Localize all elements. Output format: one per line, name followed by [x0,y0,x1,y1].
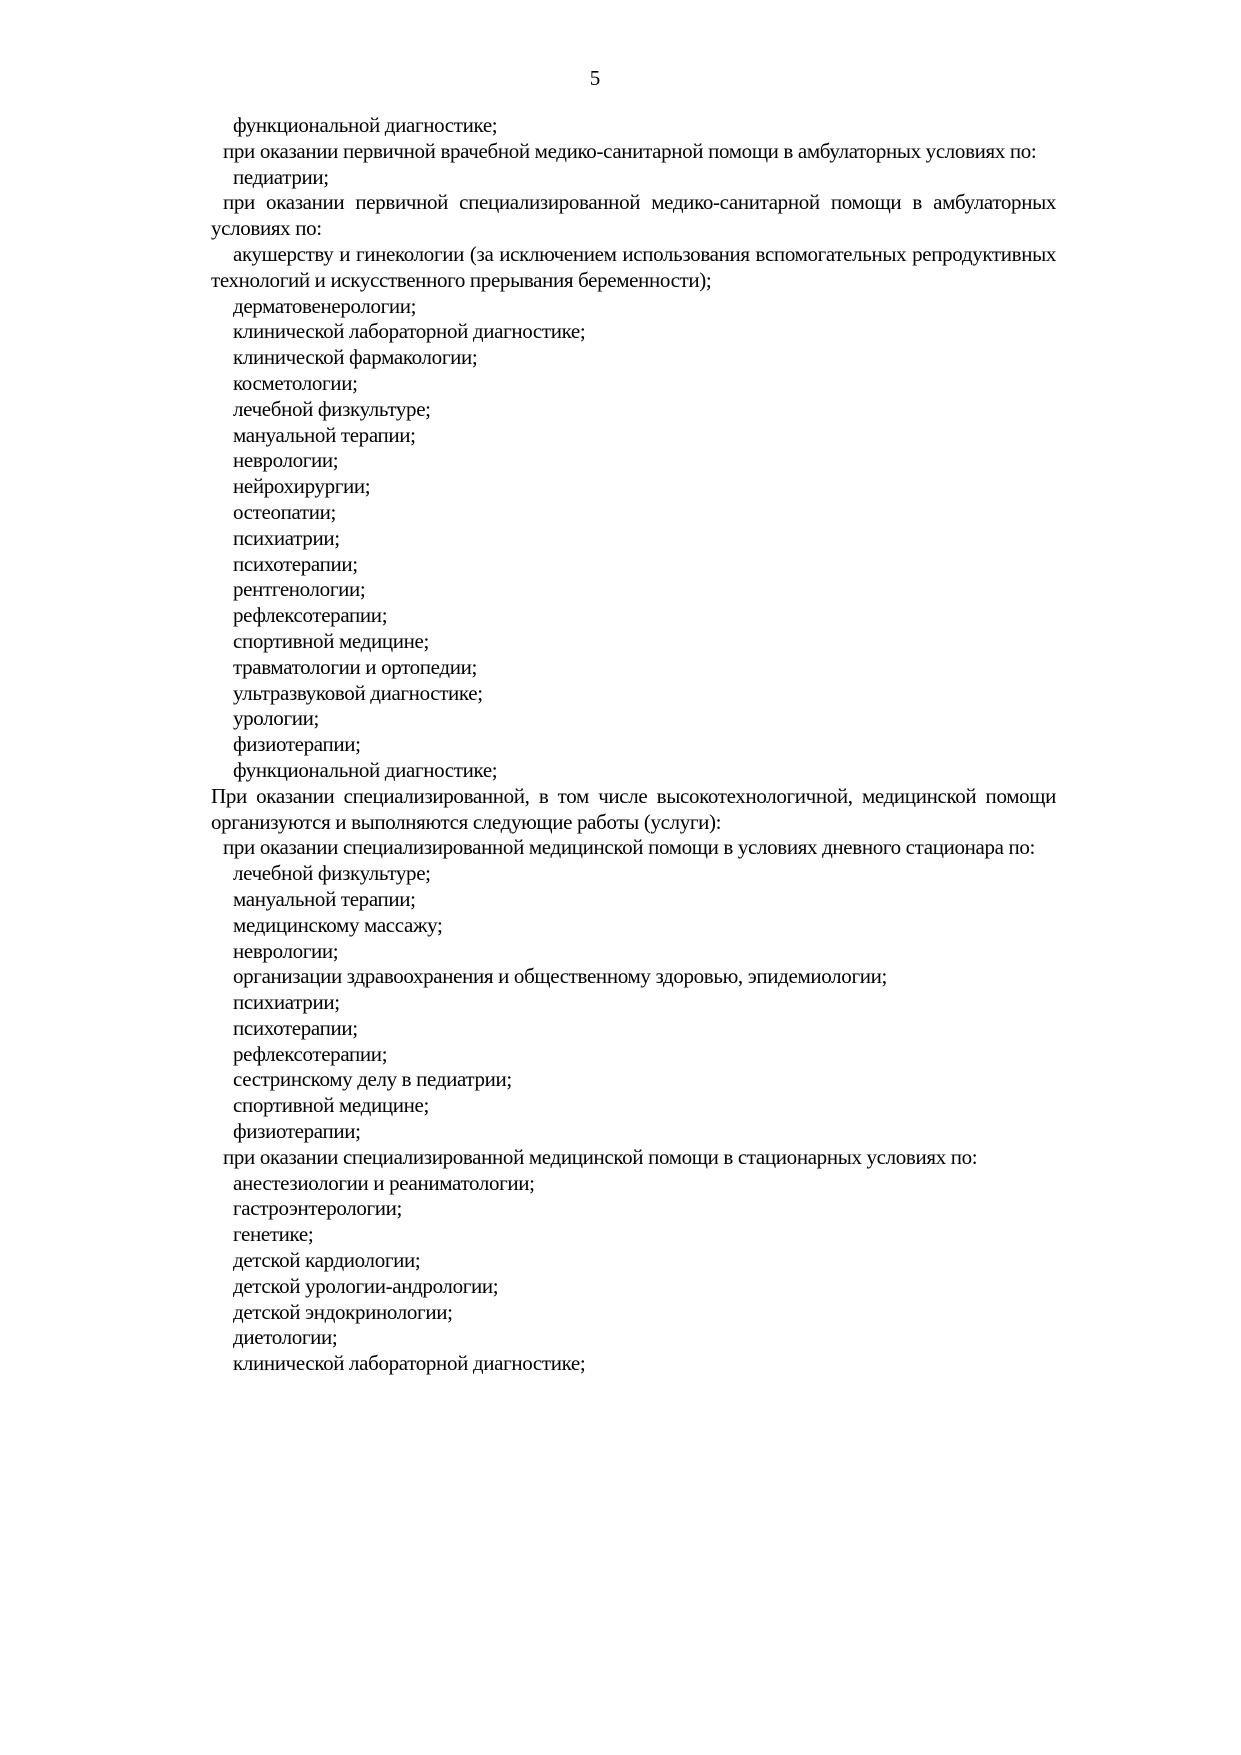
list-item: клинической фармакологии; [233,345,478,370]
list-item: спортивной медицине; [233,1093,429,1118]
list-item: урологии; [233,706,319,731]
list-item: функциональной диагностике; [233,113,498,137]
list-item: травматологии и ортопедии; [233,654,477,679]
page-number: 5 [589,66,601,90]
list-item: детской эндокринологии; [233,1299,453,1324]
list-item: генетике; [233,1222,314,1247]
list-item: организации здравоохранения и общественному здоровью, эпидемиологии; [233,964,887,989]
list-item: рентгенологии; [233,577,366,602]
list-item: рефлексотерапии; [233,603,388,628]
list-item: педиатрии; [233,164,329,189]
section-subheading: при оказании специализированной медицинской помощи в стационарных условиях по: [223,1144,978,1169]
list-item: неврологии; [233,938,339,963]
list-item: гастроэнтерологии; [233,1196,403,1221]
list-item: мануальной терапии; [233,422,416,447]
list-item: анестезиологии и реаниматологии; [233,1170,535,1195]
list-item: детской урологии-андрологии; [233,1273,499,1298]
list-item: физиотерапии; [233,732,361,757]
list-item: клинической лабораторной диагностике; [233,319,586,344]
list-item: функциональной диагностике; [233,757,498,782]
list-item: косметологии; [233,370,358,395]
list-item: психотерапии; [233,1015,358,1040]
list-item: физиотерапии; [233,1119,361,1144]
list-item: рефлексотерапии; [233,1041,388,1066]
list-item: неврологии; [233,448,339,473]
list-item: лечебной физкультуре; [233,396,431,421]
list-item: сестринскому делу в педиатрии; [233,1067,512,1092]
list-item: психиатрии; [233,525,340,550]
section-subheading: при оказании специализированной медицинской помощи в условиях дневного стационара по: [223,835,1036,860]
list-item: акушерству и гинекологии (за исключением использования вспомогательных репродуктивных технологий и искусственного прерывания беременности); [211,241,1056,292]
list-item: психиатрии; [233,990,340,1015]
list-item: диетологии; [233,1325,338,1350]
list-item: остеопатии; [233,499,336,524]
section-subheading: при оказании первичной специализированной медико-санитарной помощи в амбулаторных условиях по: [211,190,1056,241]
list-item: клинической лабораторной диагностике; [233,1351,586,1376]
section-paragraph: При оказании специализированной, в том числе высокотехнологичной, медицинской помощи организуются и выполняются следующие работы (услуги): [211,783,1056,834]
list-item: лечебной физкультуре; [233,861,431,886]
list-item: медицинскому массажу; [233,912,443,937]
section-subheading: при оказании первичной врачебной медико-санитарной помощи в амбулаторных условиях по: [223,138,1037,163]
list-item: ультразвуковой диагностике; [233,680,483,705]
list-item: психотерапии; [233,551,358,576]
list-item: дерматовенерологии; [233,293,417,318]
list-item: детской кардиологии; [233,1248,421,1273]
list-item: спортивной медицине; [233,628,429,653]
list-item: мануальной терапии; [233,886,416,911]
document-body [211,113,1056,1377]
list-item: нейрохирургии; [233,474,371,499]
